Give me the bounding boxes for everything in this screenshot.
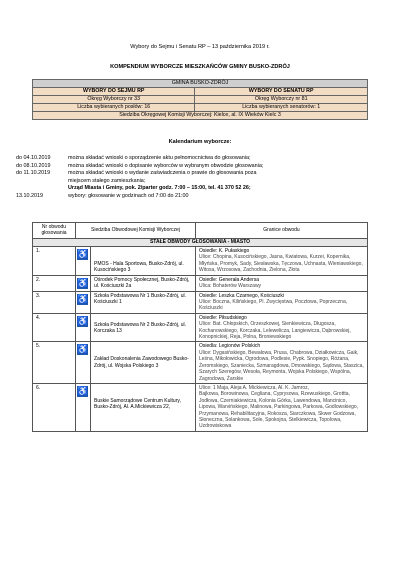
calendar-item: do 04.10.2019 można składać wnioski o sporządzenie aktu pełnomocnictwa do głosowania; (16, 155, 251, 161)
sejm-seats: Liczba wybieranych posłów: 16 (33, 104, 195, 112)
office-hours-note: Urząd Miasta i Gminy, pok. 2/parter godz. 7:00 – 15:00, tel. 41 370 52 26; (68, 185, 251, 191)
senat-header: WYBORY DO SENATU RP (195, 88, 368, 96)
table-row (33, 246, 368, 275)
accessibility-icon: ♿ (76, 342, 91, 383)
district-seat: Ośrodek Pomocy Społecznej, Busko-Zdrój, ul. Kościuszki 2a (91, 275, 196, 291)
col-header-siedziba: Siedziba Obwodowej Komisji Wyborczej (76, 223, 196, 239)
sejm-district: Okręg Wyborczy nr 33 (33, 96, 195, 104)
table-row (33, 383, 368, 431)
district-number: 6. (33, 383, 76, 431)
accessibility-icon: ♿ (76, 246, 91, 275)
district-bounds: Osiedle: Piłsudskiego Ulice: Bat. Chłopskich, Orzeszkowej, Sienkiewicza, Długosza, Kochanowskiego, Korczaka, Lelewelicza, Langiewicza, Dąbrowskiej, Konopnickiej, Reja, Polna, Broniewskiego (196, 313, 368, 342)
senat-district: Okręg Wyborczy nr 81 (195, 96, 368, 104)
table-row (33, 313, 368, 342)
table-row (33, 275, 368, 291)
accessibility-icon: ♿ (76, 291, 91, 313)
district-bounds: Ulice: 1 Maja, Aleja A. Mickiewicza, Al. K. Jamroz, Bajkowa, Borowinowa, Cegliana, Cyprysowa, Rzewuskiego, Grottta, Jodłowa, Czerniakiewicza, Kolonia Górka, Lawendowa, Mancinico, Lipowa, Warvińskiego, Malinowa, Parkingowa, Parkowa, Godlowskiego, Przymanowa, Rehabilitacyjna, Rokosza, Siarczkowa, Skwer Godzowa, Słoneczna, Solankowa, Sole, Spokojna, Stelkiewicza, Topolowa, Uzdrowiskowa (196, 383, 368, 431)
calendar-item: 13.10.2019 wybory: głosowanie w godzinach od 7:00 do 21:00 (16, 192, 189, 199)
election-info-table (32, 79, 368, 120)
district-bounds: Osiedle: K. Pułaskiego Ulice: Chopina, Kusocińskiego, Jasna, Kwiatowa, Kurzei, Kopernika, Młyńska, Promyk, Sady, Siesławska, Tęczowa, Uchnasta, Wieniawskiego, Witosa, Wrzosowa, Zachodnia, Zielona, Złota (196, 246, 368, 275)
district-seat: Buskie Samorządowe Centrum Kultury, Busko-Zdrój, Al. A.Mickiewicza 22, (91, 383, 196, 431)
district-seat: Zakład Doskonalenia Zawodowego Busko-Zdrój, ul. Wojska Polskiego 3 (91, 342, 196, 383)
calendar-item: do 08.10.2019 można składać wnioski o dopisanie wyborców w wybranym obwodzie głosowania; (16, 162, 264, 169)
gmina-name: GMINA BUSKO-ZDRÓJ (33, 80, 368, 88)
calendar-title: Kalendarium wyborcze: (168, 139, 232, 145)
document-header-title: Wybory do Sejmu i Senatu RP – 13 października 2019 r. (130, 44, 270, 50)
polling-districts-table (32, 222, 368, 432)
accessibility-icon: ♿ (76, 383, 91, 431)
district-seat: Szkoła Podstawowa Nr 1 Busko-Zdrój, ul. Kościuszki 1 (91, 291, 196, 313)
district-bounds: Osiedle: Leszka Czarnego, Kościuszki Ulice: Boczna, Kilińskiego, Pl. Zwycięstwa, Pocztowa, Poprzeczna, Kościuszki (196, 291, 368, 313)
table-row (33, 342, 368, 383)
district-number: 5. (33, 342, 76, 383)
district-number: 1. (33, 246, 76, 275)
accessibility-icon: ♿ (76, 313, 91, 342)
sejm-header: WYBORY DO SEJMU RP (33, 88, 195, 96)
col-header-granice: Granice obwodu (196, 223, 368, 239)
district-number: 4. (33, 313, 76, 342)
table-row (33, 291, 368, 313)
section-heading: STAŁE OBWODY GŁOSOWANIA - MIASTO (33, 238, 368, 246)
accessibility-icon: ♿ (76, 275, 91, 291)
district-number: 2. (33, 275, 76, 291)
district-bounds: Osiedla: Legionów Polskich Ulice: Dygasińskiego, Bewałowa, Prusa, Chabrowa, Działkowicza, Gaik, Leśna, Mikołowicka, Ogrodowa, Podlesie, Pypk. Snopiego, Różana, Żeromskiego, Szaniecka, Szmaragdowa, Dmowskiego, Sądowa, Staszica, Szarych Szeregów, Wesoła, Reymonta, Wojska Polskiego, Wspólna, Zagrodowa, Żarskie (196, 342, 368, 383)
senat-seats: Liczba wybieranych senatorów: 1 (195, 104, 368, 112)
district-seat: PMOS - Hala Sportowa, Busko-Zdrój, ul. Kusocińskiego 3 (91, 246, 196, 275)
calendar-item-continuation: miejscem stałego zamieszkania; (68, 177, 146, 184)
calendar-item: do 11.10.2019 można składać wnioski o wydanie zaświadczenia o prawie do głosowania poza (16, 170, 257, 176)
document-header-subtitle: KOMPENDIUM WYBORCZE MIESZKAŃCÓW GMINY BUSKO-ZDRÓJ (110, 64, 290, 70)
commission-seat: Siedziba Okręgowej Komisji Wyborczej: Kielce, al. IX Wieków Kielc 3 (33, 112, 368, 120)
col-header-nr: Nr obwodu głosowania (33, 223, 76, 239)
district-number: 3. (33, 291, 76, 313)
district-seat: Szkoła Podstawowa Nr 2 Busko-Zdrój, ul. Korczaka 13 (91, 313, 196, 342)
district-bounds: Osiedle: Generała Andersa Ulica: Bohaterów Warszawy (196, 275, 368, 291)
